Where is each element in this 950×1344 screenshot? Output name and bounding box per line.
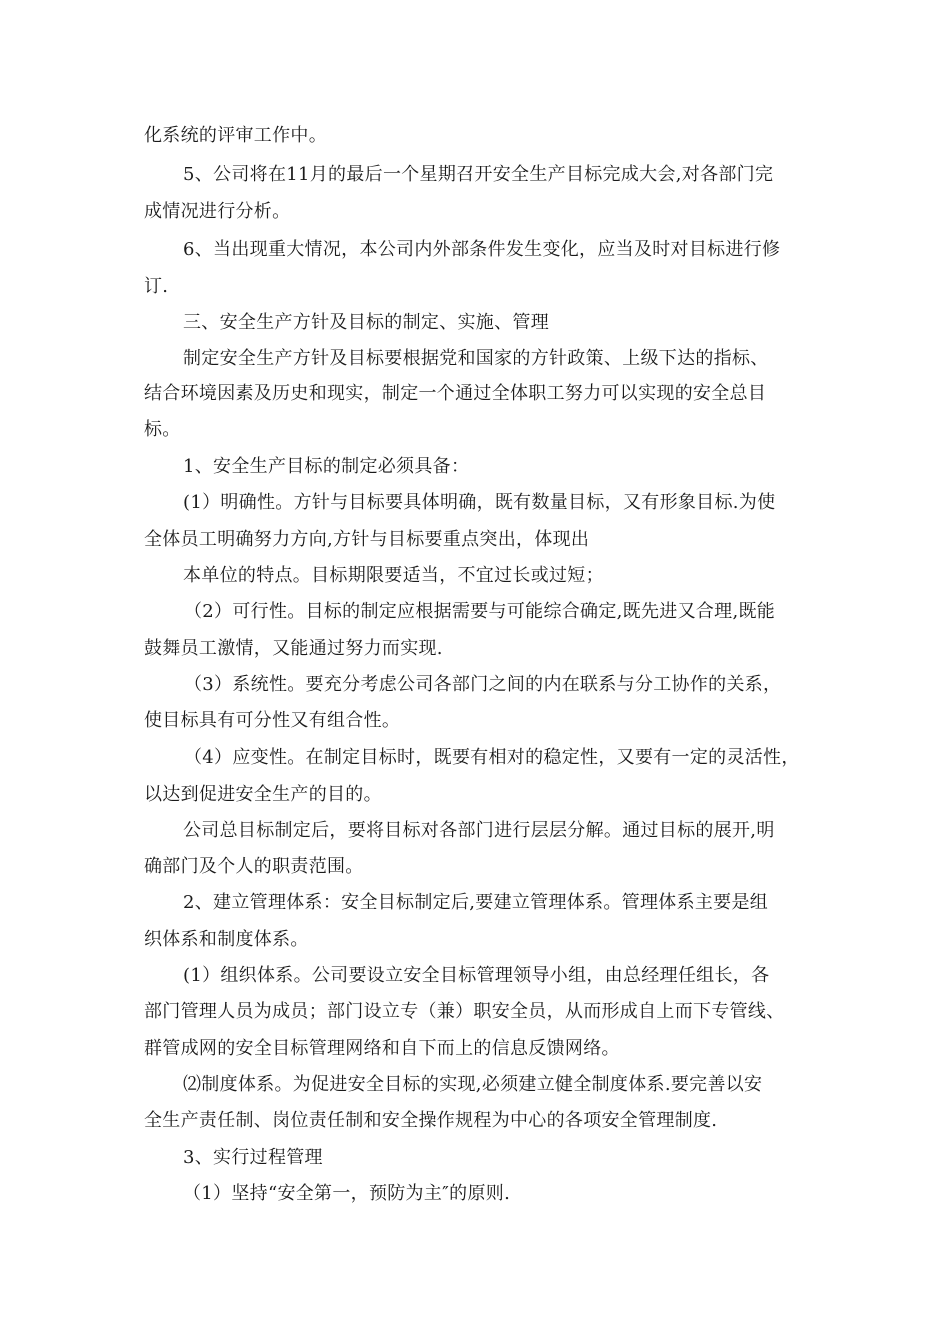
text-line: 6、当出现重大情况，本公司内外部条件发生变化，应当及时对目标进行修 [183,239,781,260]
text-line: 1、安全生产目标的制定必须具备： [183,456,470,477]
text-line: 鼓舞员工激情，又能通过努力而实现. [144,638,443,659]
text-line: 织体系和制度体系。 [144,929,309,950]
text-line: 订. [144,276,169,297]
text-line: 标。 [144,419,181,440]
text-line: 5、公司将在11月的最后一个星期召开安全生产目标完成大会,对各部门完 [183,164,774,185]
text-line: 化系统的评审工作中。 [144,125,327,146]
text-line: 3、实行过程管理 [183,1147,323,1168]
text-line: 公司总目标制定后，要将目标对各部门进行层层分解。通过目标的展开,明 [183,820,775,841]
text-line: 以达到促进安全生产的目的。 [144,784,382,805]
text-line: ⑵制度体系。为促进安全目标的实现,必须建立健全制度体系.要完善以安 [183,1074,763,1095]
text-line: 成情况进行分析。 [144,201,291,222]
text-line: （3）系统性。要充分考虑公司各部门之间的内在联系与分工协作的关系， [184,674,782,695]
text-line: （2）可行性。目标的制定应根据需要与可能综合确定,既先进又合理,既能 [184,601,776,622]
text-line: (1）组织体系。公司要设立安全目标管理领导小组，由总经理任组长，各 [183,965,770,986]
section-heading: 三、安全生产方针及目标的制定、实施、管理 [183,312,549,333]
text-line: 部门管理人员为成员；部门设立专（兼）职安全员，从而形成自上而下专管线、 [144,1001,785,1022]
text-line: 确部门及个人的职责范围。 [144,856,364,877]
text-line: 2、建立管理体系：安全目标制定后,要建立管理体系。管理体系主要是组 [183,892,769,913]
text-line: 群管成网的安全目标管理网络和自下而上的信息反馈网络。 [144,1038,620,1059]
text-line: 本单位的特点。目标期限要适当，不宜过长或过短； [183,565,604,586]
text-line: （1）坚持“安全第一，预防为主″的原则. [183,1183,511,1204]
text-line: 制定安全生产方针及目标要根据党和国家的方针政策、上级下达的指标、 [183,348,769,369]
text-line: (1）明确性。方针与目标要具体明确，既有数量目标，又有形象目标.为使 [183,492,776,513]
text-line: 使目标具有可分性又有组合性。 [144,710,401,731]
text-line: （4）应变性。在制定目标时，既要有相对的稳定性，又要有一定的灵活性， [184,747,800,768]
text-line: 全生产责任制、岗位责任制和安全操作规程为中心的各项安全管理制度. [144,1110,718,1131]
text-line: 结合环境因素及历史和现实，制定一个通过全体职工努力可以实现的安全总目 [144,383,767,404]
text-line: 全体员工明确努力方向,方针与目标要重点突出，体现出 [144,529,590,550]
